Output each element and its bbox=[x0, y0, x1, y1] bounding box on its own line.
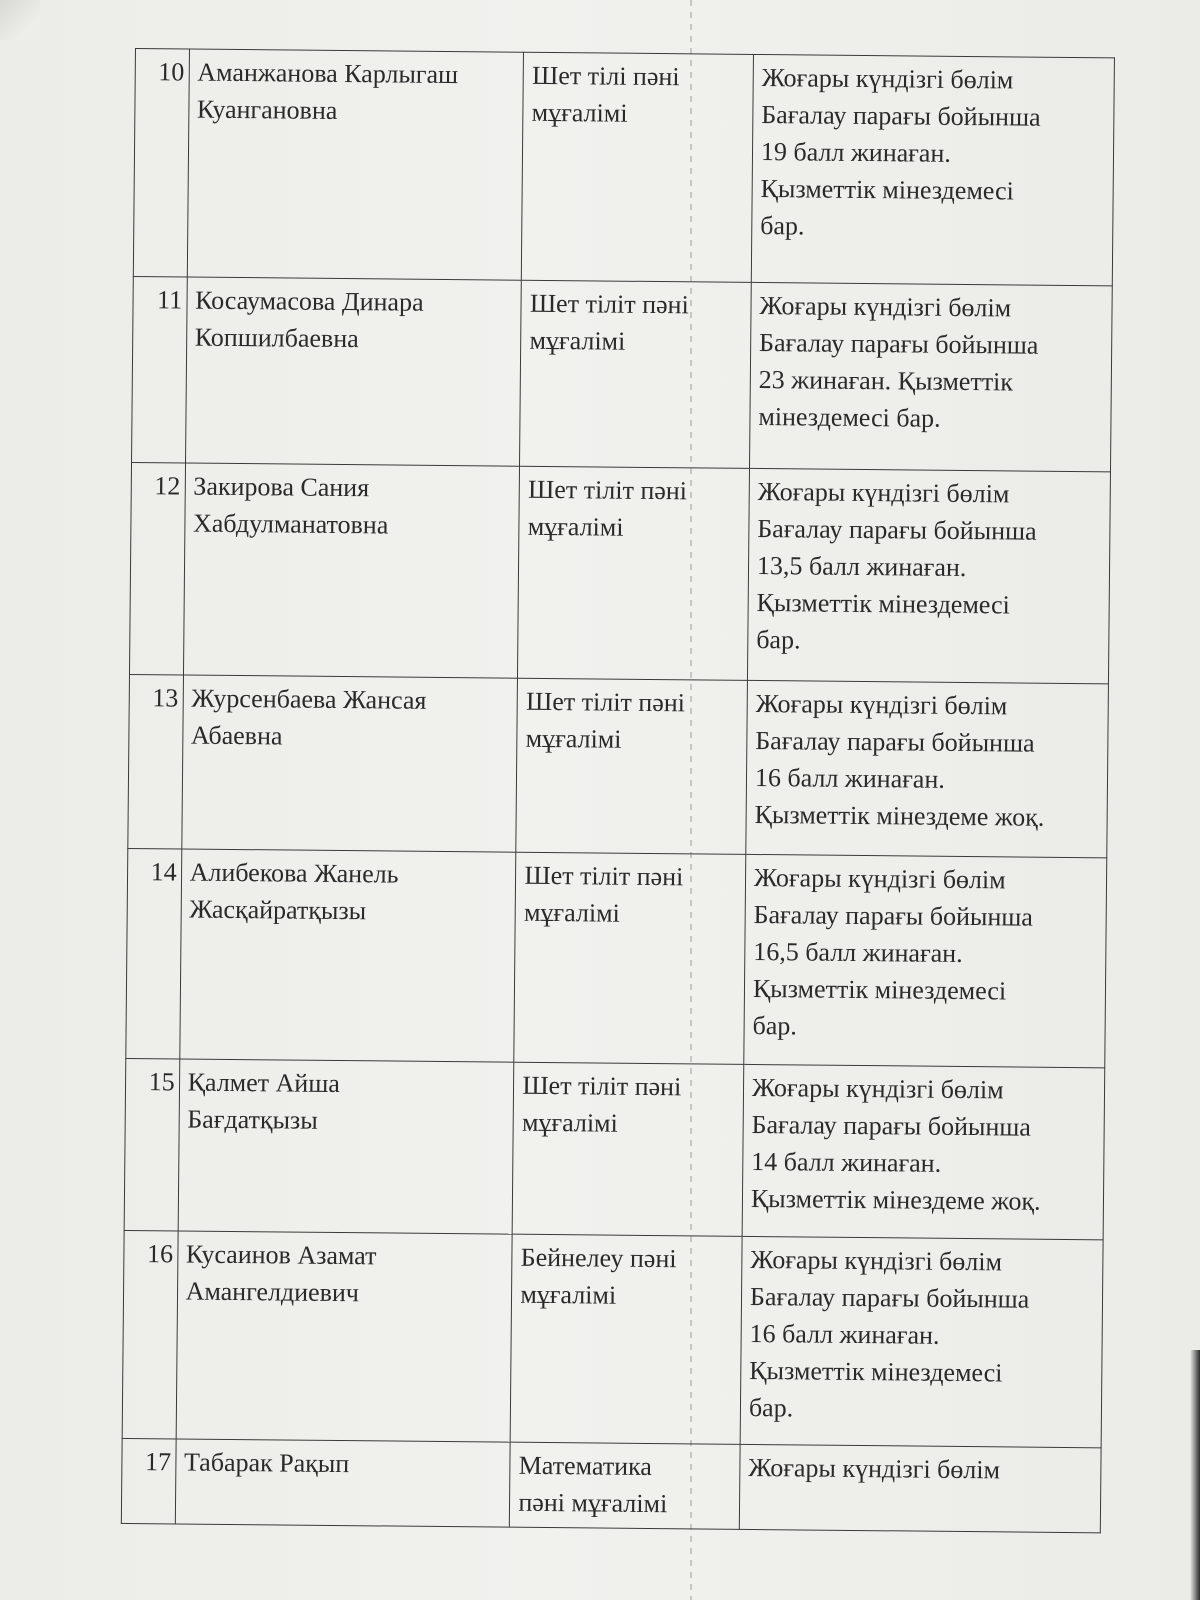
table-row bbox=[129, 462, 1110, 683]
row-number: 16 bbox=[122, 1230, 178, 1439]
candidate-note: Жоғары күндізгі бөлім Бағалау парағы бойынша 19 балл жинаған. Қызметтік мінездемесі бар. bbox=[751, 54, 1114, 285]
candidate-position: Шет тіліт пәні мұғалімі bbox=[518, 466, 750, 680]
candidate-name: Журсенбаева Жансая Абаевна bbox=[181, 675, 517, 852]
row-number: 15 bbox=[124, 1058, 179, 1231]
row-number: 11 bbox=[132, 276, 187, 463]
candidate-note: Жоғары күндізгі бөлім Бағалау парағы бойынша 16 балл жинаған. Қызметтік мінездемесі бар. bbox=[740, 1236, 1103, 1447]
page-corner-shadow bbox=[0, 0, 40, 40]
candidate-name: Табарак Рақып bbox=[175, 1439, 511, 1527]
candidate-position: Математика пәні мұғалімі bbox=[510, 1442, 740, 1529]
candidate-position: Шет тіліт пәні мұғалімі bbox=[512, 1062, 743, 1236]
row-number: 14 bbox=[126, 848, 182, 1059]
table-row bbox=[124, 1058, 1105, 1239]
candidate-name: Кусаинов Азамат Амангелдиевич bbox=[176, 1231, 513, 1442]
candidate-name: Закирова Сания Хабдулманатовна bbox=[183, 463, 520, 678]
candidate-name: Қалмет Айша Бағдатқызы bbox=[178, 1059, 514, 1234]
table-row bbox=[121, 1438, 1101, 1532]
row-number: 10 bbox=[133, 49, 189, 278]
candidate-name: Алибекова Жанель Жасқайратқызы bbox=[179, 849, 516, 1062]
table-row bbox=[128, 674, 1109, 857]
candidate-note: Жоғары күндізгі бөлім Бағалау парағы бойынша 16 балл жинаған. Қызметтік мінездеме жоқ. bbox=[746, 680, 1109, 857]
candidate-position: Шет тілі пәні мұғалімі bbox=[522, 52, 754, 282]
table-row bbox=[122, 1230, 1103, 1447]
candidate-note: Жоғары күндізгі бөлім Бағалау парағы бойынша 14 балл жинаған. Қызметтік мінездеме жоқ. bbox=[742, 1064, 1105, 1239]
candidate-name: Косаумасова Динара Копшилбаевна bbox=[185, 277, 522, 466]
table-row bbox=[132, 276, 1113, 471]
row-number: 17 bbox=[121, 1438, 175, 1524]
edge-shadow bbox=[1190, 1350, 1200, 1600]
row-number: 12 bbox=[129, 462, 185, 675]
candidate-note: Жоғары күндізгі бөлім bbox=[739, 1444, 1101, 1532]
candidate-position: Бейнелеу пәні мұғалімі bbox=[510, 1234, 742, 1444]
table-row bbox=[133, 49, 1114, 286]
document-page bbox=[121, 48, 1115, 1533]
candidate-position: Шет тіліт пәні мұғалімі bbox=[520, 280, 751, 468]
candidate-position: Шет тіліт пәні мұғалімі bbox=[516, 678, 747, 854]
candidate-note: Жоғары күндізгі бөлім Бағалау парағы бойынша 23 жинаған. Қызметтік мінездемесі бар. bbox=[749, 282, 1112, 471]
candidates-table bbox=[121, 48, 1115, 1533]
candidate-position: Шет тіліт пәні мұғалімі bbox=[514, 852, 746, 1064]
table-row bbox=[126, 848, 1107, 1067]
candidate-note: Жоғары күндізгі бөлім Бағалау парағы бойынша 13,5 балл жинаған. Қызметтік мінездемесі бар. bbox=[747, 468, 1110, 683]
candidate-note: Жоғары күндізгі бөлім Бағалау парағы бойынша 16,5 балл жинаған. Қызметтік мінездемесі бар. bbox=[744, 854, 1107, 1067]
row-number: 13 bbox=[128, 674, 183, 849]
candidate-name: Аманжанова Карлыгаш Куангановна bbox=[187, 49, 524, 280]
